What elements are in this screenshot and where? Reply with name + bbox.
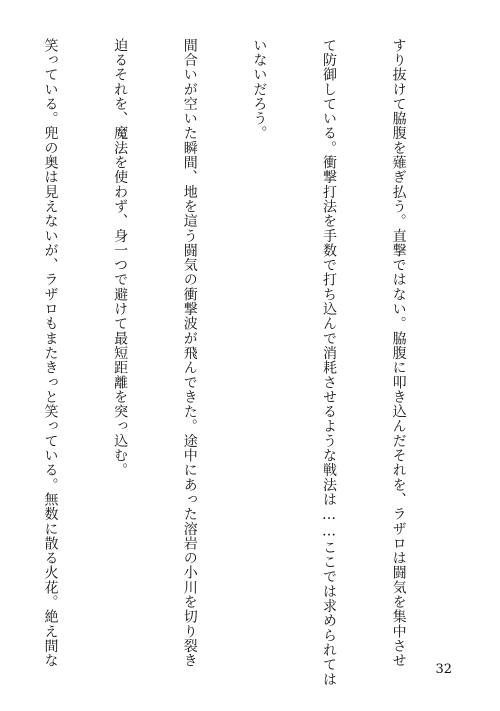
- text-line: 笑っている。兜の奥は見えないが、ラザロもまたきっと笑っている。無数に散る火花。絶え間な: [42, 38, 59, 668]
- text-line: 迫るそれを、魔法を使わず、身一つで避けて最短距離を突っ込む。: [112, 38, 129, 478]
- text-line: すり抜けて脇腹を薙ぎ払う。直撃ではない。脇腹に叩き込んだそれを、ラザロは闘気を集中させ: [390, 38, 407, 668]
- text-line: いないだろう。: [251, 38, 268, 141]
- page-number: 32: [435, 662, 452, 677]
- text-line: 間合いが空いた瞬間、地を這う闘気の衝撃波が飛んできた。途中にあった溶岩の小川を切り裂き: [181, 38, 198, 668]
- text-line: て防御している。衝撃打法を手数で打ち込んで消耗させるような戦法は……ここでは求められては: [320, 38, 337, 687]
